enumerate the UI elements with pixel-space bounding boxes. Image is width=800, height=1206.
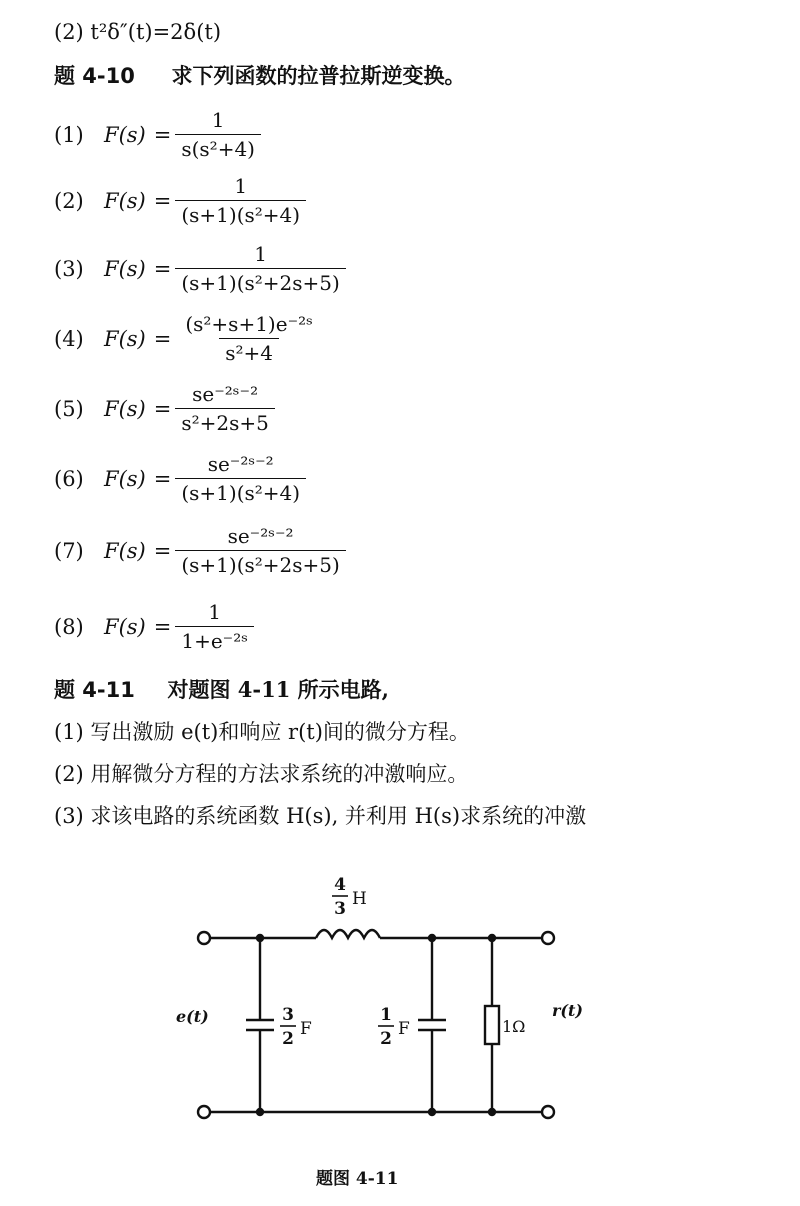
item-label: (6) <box>54 466 84 491</box>
denominator: 1+e⁻²ˢ <box>175 626 254 653</box>
item-lhs: F(s) <box>104 122 146 147</box>
output-label: r(t) <box>552 1001 583 1020</box>
fraction <box>175 382 275 435</box>
item-lhs: F(s) <box>104 466 146 491</box>
input-terminal-top <box>198 932 210 944</box>
item-label: (4) <box>54 326 84 351</box>
problem-4-11-text: 对题图 4-11 所示电路, <box>167 677 389 702</box>
problem-4-11-number: 题 4-11 <box>54 678 135 702</box>
numerator: (s²+s+1)e⁻²ˢ <box>185 312 313 336</box>
inductor <box>316 930 380 938</box>
denominator: (s+1)(s²+4) <box>175 478 306 505</box>
input-terminal-bottom <box>198 1106 210 1118</box>
cap1-value-den: 2 <box>282 1029 294 1049</box>
resistor-label: 1Ω <box>502 1017 526 1036</box>
item-label: (5) <box>54 396 84 421</box>
numerator: se⁻²ˢ⁻² <box>192 382 259 406</box>
item-lhs: F(s) <box>104 256 146 281</box>
numerator: 1 <box>234 174 248 198</box>
item-lhs: F(s) <box>104 614 146 639</box>
problem-4-10-number: 题 4-10 <box>54 64 135 88</box>
problem-4-11-part-3: (3) 求该电路的系统函数 H(s), 并利用 H(s)求系统的冲激 <box>54 804 587 828</box>
output-terminal-top <box>542 932 554 944</box>
figure-caption: 题图 4-11 <box>316 1169 399 1189</box>
circuit-diagram <box>0 860 800 1150</box>
fraction <box>175 312 323 365</box>
cap2-unit: F <box>398 1019 410 1039</box>
fraction <box>175 242 345 295</box>
problem-4-11-heading <box>54 676 389 704</box>
item-7: (7) F(s) = $\frac{\text{se⁻²ˢ⁻²}}{\text{(s+1)(s²+2s+5)}}$ <box>54 524 346 577</box>
numerator: se⁻²ˢ⁻² <box>227 524 294 548</box>
problem-4-10-text: 求下列函数的拉普拉斯逆变换。 <box>171 63 466 88</box>
numerator: 1 <box>211 108 225 132</box>
top-equation: (2) t²δ″(t)=2δ(t) <box>54 20 222 44</box>
item-label: (1) <box>54 122 84 147</box>
numerator: se⁻²ˢ⁻² <box>207 452 274 476</box>
item-2: (2) F(s) = $\frac{1}{\text{(s+1)(s²+4)}}$ <box>54 174 306 227</box>
denominator: s²+2s+5 <box>175 408 275 435</box>
problem-4-11-part-2: (2) 用解微分方程的方法求系统的冲激响应。 <box>54 762 469 786</box>
item-label: (8) <box>54 614 84 639</box>
input-label: e(t) <box>176 1007 209 1026</box>
inductor-value-den: 3 <box>334 899 346 919</box>
item-lhs: F(s) <box>104 326 146 351</box>
fraction <box>175 174 306 227</box>
cap1-unit: F <box>300 1019 312 1039</box>
item-lhs: F(s) <box>104 538 146 563</box>
item-5: (5) F(s) = $\frac{\text{se⁻²ˢ⁻²}}{\text{s²+2s+5}}$ <box>54 382 275 435</box>
capacitor-1 <box>246 938 274 1112</box>
cap1-value-num: 3 <box>282 1005 294 1025</box>
denominator: (s+1)(s²+4) <box>175 200 306 227</box>
inductor-unit: H <box>352 889 367 909</box>
item-3: (3) F(s) = $\frac{1}{\text{(s+1)(s²+2s+5)}}$ <box>54 242 346 295</box>
numerator: 1 <box>208 600 222 624</box>
item-label: (2) <box>54 188 84 213</box>
item-label: (3) <box>54 256 84 281</box>
item-4: (4) F(s) = $\frac{\text{(s²+s+1)e⁻²ˢ}}{\text{s²+4}}$ <box>54 312 323 365</box>
item-lhs: F(s) <box>104 188 146 213</box>
capacitor-2 <box>418 938 446 1112</box>
cap2-value-den: 2 <box>380 1029 392 1049</box>
denominator: (s+1)(s²+2s+5) <box>175 268 345 295</box>
fraction <box>175 600 254 653</box>
problem-4-10-heading <box>54 62 466 90</box>
denominator: (s+1)(s²+2s+5) <box>175 550 345 577</box>
output-terminal-bottom <box>542 1106 554 1118</box>
cap2-value-num: 1 <box>380 1005 392 1025</box>
numerator: 1 <box>254 242 267 266</box>
problem-4-11-part-1: (1) 写出激励 e(t)和响应 r(t)间的微分方程。 <box>54 720 470 744</box>
inductor-value-num: 4 <box>334 875 346 895</box>
item-6: (6) F(s) = $\frac{\text{se⁻²ˢ⁻²}}{\text{(s+1)(s²+4)}}$ <box>54 452 306 505</box>
fraction <box>175 452 306 505</box>
fraction <box>175 524 345 577</box>
resistor <box>485 1006 499 1044</box>
item-lhs: F(s) <box>104 396 146 421</box>
fraction <box>175 108 261 161</box>
item-1: (1) F(s) = $\frac{1}{\text{s(s²+4)}}$ <box>54 108 261 161</box>
item-label: (7) <box>54 538 84 563</box>
denominator: s²+4 <box>219 338 279 365</box>
denominator: s(s²+4) <box>175 134 261 161</box>
item-8: (8) F(s) = $\frac{1}{\text{1+e⁻²ˢ}}$ <box>54 600 254 653</box>
